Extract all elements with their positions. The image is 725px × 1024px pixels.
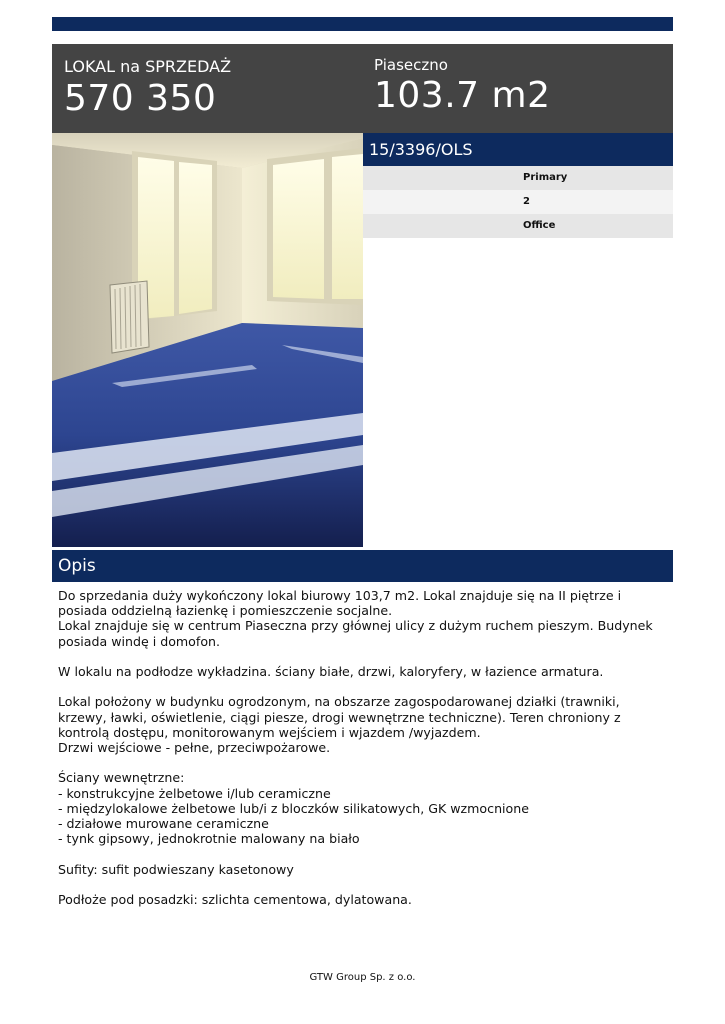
attribute-row xyxy=(363,214,673,238)
price-value: 570 350 xyxy=(64,78,217,119)
description-line: Lokal znajduje się w centrum Piaseczna przy głównej ulicy z dużym ruchem pieszym. Budynek posiada windę i domofon. xyxy=(58,618,657,649)
description-section-header xyxy=(52,550,673,582)
area-value: 103.7 m2 xyxy=(374,75,551,116)
top-accent-bar xyxy=(52,17,673,31)
attribute-value: Primary xyxy=(523,172,568,183)
description-line xyxy=(58,679,670,694)
listing-type-label: LOKAL na SPRZEDAŻ xyxy=(64,57,232,76)
description-line xyxy=(58,846,670,861)
description-line: Sufity: sufit podwieszany kasetonowy xyxy=(58,861,294,877)
attribute-value: Office xyxy=(523,220,556,231)
section-title: Opis xyxy=(58,556,96,576)
description-line: - działowe murowane ceramiczne xyxy=(58,816,269,832)
description-line: Drzwi wejściowe - pełne, przeciwpożarowe. xyxy=(58,740,331,756)
description-line xyxy=(58,755,670,770)
attribute-value: 2 xyxy=(523,196,530,207)
description-line xyxy=(58,877,670,892)
description-line: W lokalu na podłodze wykładzina. ściany białe, drzwi, kaloryfery, w łazience armatura. xyxy=(58,664,604,680)
reference-number: 15/3396/OLS xyxy=(369,140,473,159)
reference-number-bar xyxy=(363,133,673,166)
description-line: Do sprzedania duży wykończony lokal biurowy 103,7 m2. Lokal znajduje się na II piętrze i posiada oddzielną łazienkę i pomieszczenie socjalne. xyxy=(58,588,626,619)
attribute-row xyxy=(363,166,673,190)
description-line: Ściany wewnętrzne: xyxy=(58,770,185,786)
description-line: Podłoże pod posadzki: szlichta cementowa, dylatowana. xyxy=(58,892,412,908)
listing-header xyxy=(52,44,673,133)
description-line: - konstrukcyjne żelbetowe i/lub ceramiczne xyxy=(58,785,331,801)
property-photo xyxy=(52,133,363,547)
description-line: - międzylokalowe żelbetowe lub/i z bloczków silikatowych, GK wzmocnione xyxy=(58,800,529,816)
description-text xyxy=(58,588,670,907)
description-line: Lokal położony w budynku ogrodzonym, na obszarze zagospodarowanej działki (trawniki, krzewy, ławki, oświetlenie, ciągi piesze, drogi wewnętrzne techniczne). Teren chroniony z kontrolą dostępu, monitorowanym wejściem i wjazdem /wyjazdem. xyxy=(58,694,625,740)
attribute-row xyxy=(363,190,673,214)
description-line: - tynk gipsowy, jednokrotnie malowany na biało xyxy=(58,831,360,847)
location-label: Piaseczno xyxy=(374,56,448,74)
description-line xyxy=(58,649,670,664)
footer-company: GTW Group Sp. z o.o. xyxy=(309,972,416,983)
